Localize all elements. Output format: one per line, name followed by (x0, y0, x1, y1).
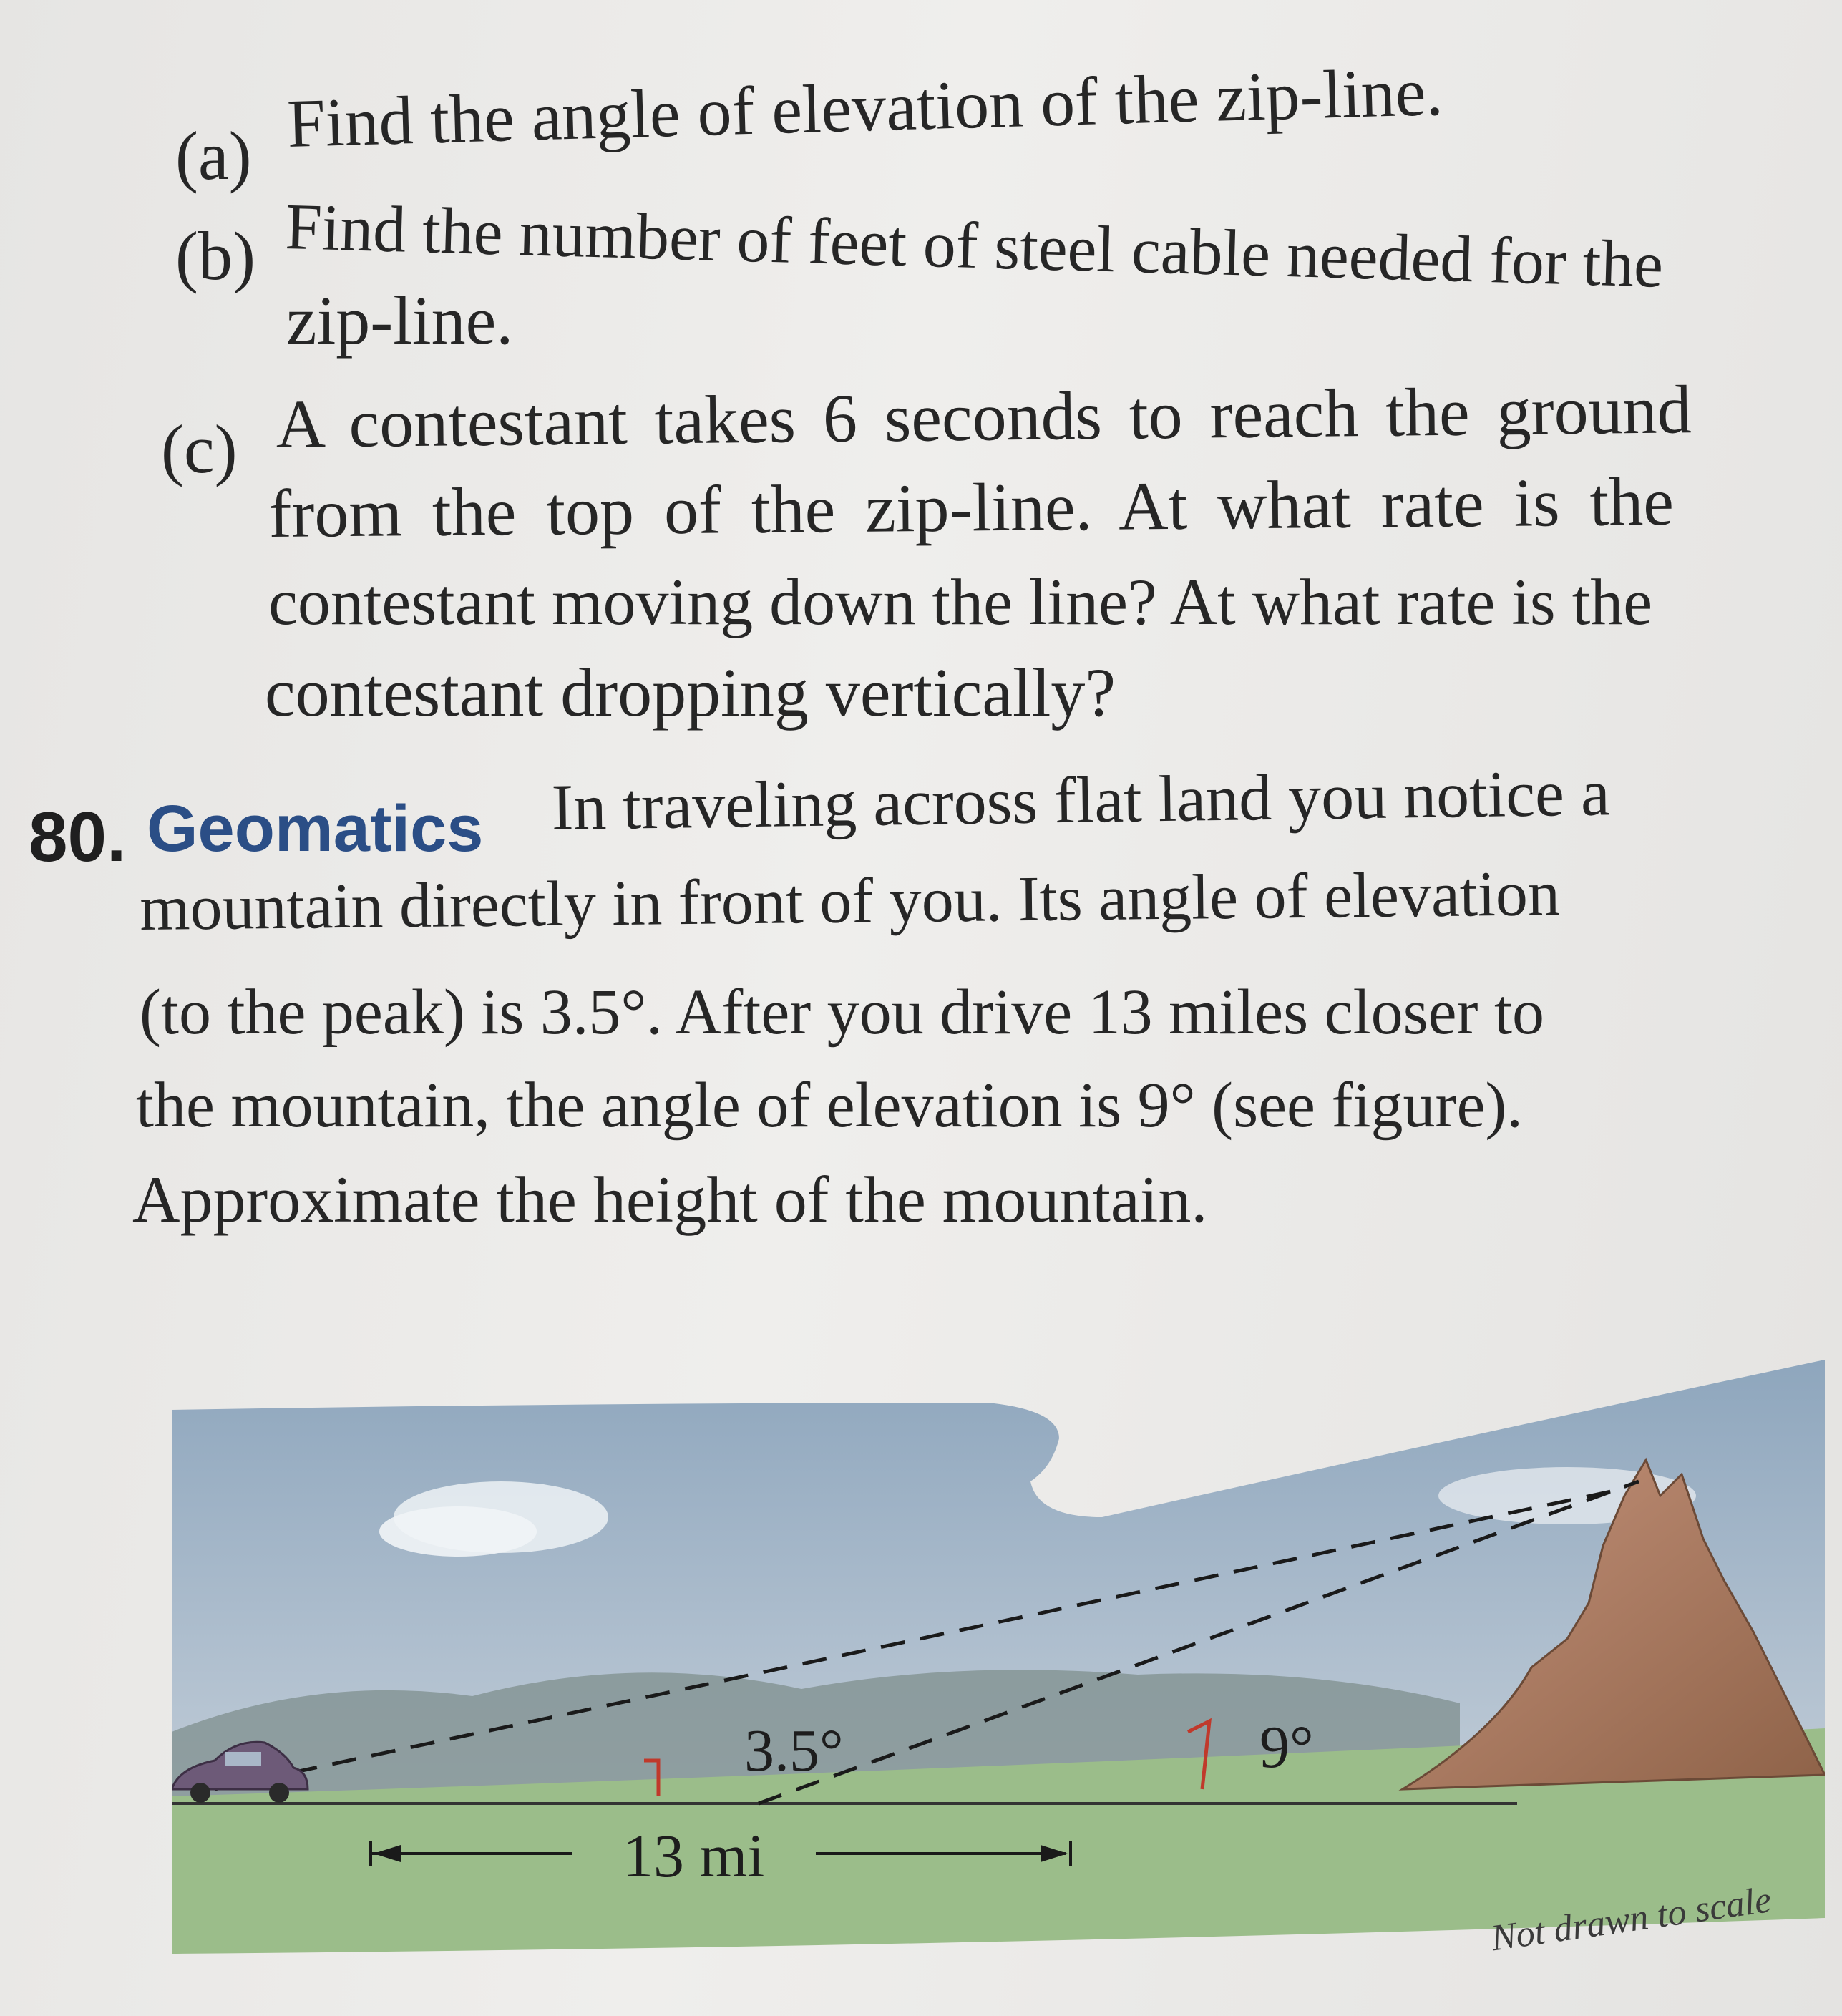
cloud (379, 1506, 537, 1557)
problem-text-line1: In traveling across flat land you notice a (550, 756, 1611, 844)
angle-label-9: 9° (1259, 1714, 1314, 1781)
distance-label: 13 mi (623, 1821, 765, 1890)
mountain-figure (172, 1331, 1825, 1961)
item-c-text-line4: contestant dropping vertically? (265, 654, 1116, 731)
item-a-text: Find the angle of elevation of the zip-line. (286, 52, 1444, 162)
item-a-label: (a) (175, 117, 252, 194)
angle-label-3.5: 3.5° (744, 1718, 844, 1784)
problem-topic: Geomatics (147, 792, 484, 865)
item-b-label: (b) (175, 218, 255, 294)
figure-illustration (172, 1331, 1825, 1961)
problem-text-line4: the mountain, the angle of elevation is 9° (see figure). (136, 1070, 1523, 1141)
item-c-text-line2: from the top of the zip-line. At what rate is the (268, 462, 1675, 552)
not-to-scale-note: Not drawn to scale (1488, 1879, 1774, 1959)
item-c-text-line3: contestant moving down the line? At what rate is the (268, 565, 1653, 638)
item-c-text-line1: A contestant takes 6 seconds to reach the ground (275, 371, 1692, 462)
problem-number: 80. (29, 797, 127, 876)
item-b-text-line1: Find the number of feet of steel cable needed for the (284, 190, 1665, 301)
problem-text-line2: mountain directly in front of you. Its angle of elevation (139, 858, 1561, 944)
problem-text-line5: Approximate the height of the mountain. (132, 1163, 1208, 1236)
item-b-text-line2: zip-line. (286, 282, 514, 359)
problem-text-line3: (to the peak) is 3.5°. After you drive 13 miles closer to (140, 977, 1545, 1048)
item-c-label: (c) (161, 411, 238, 487)
